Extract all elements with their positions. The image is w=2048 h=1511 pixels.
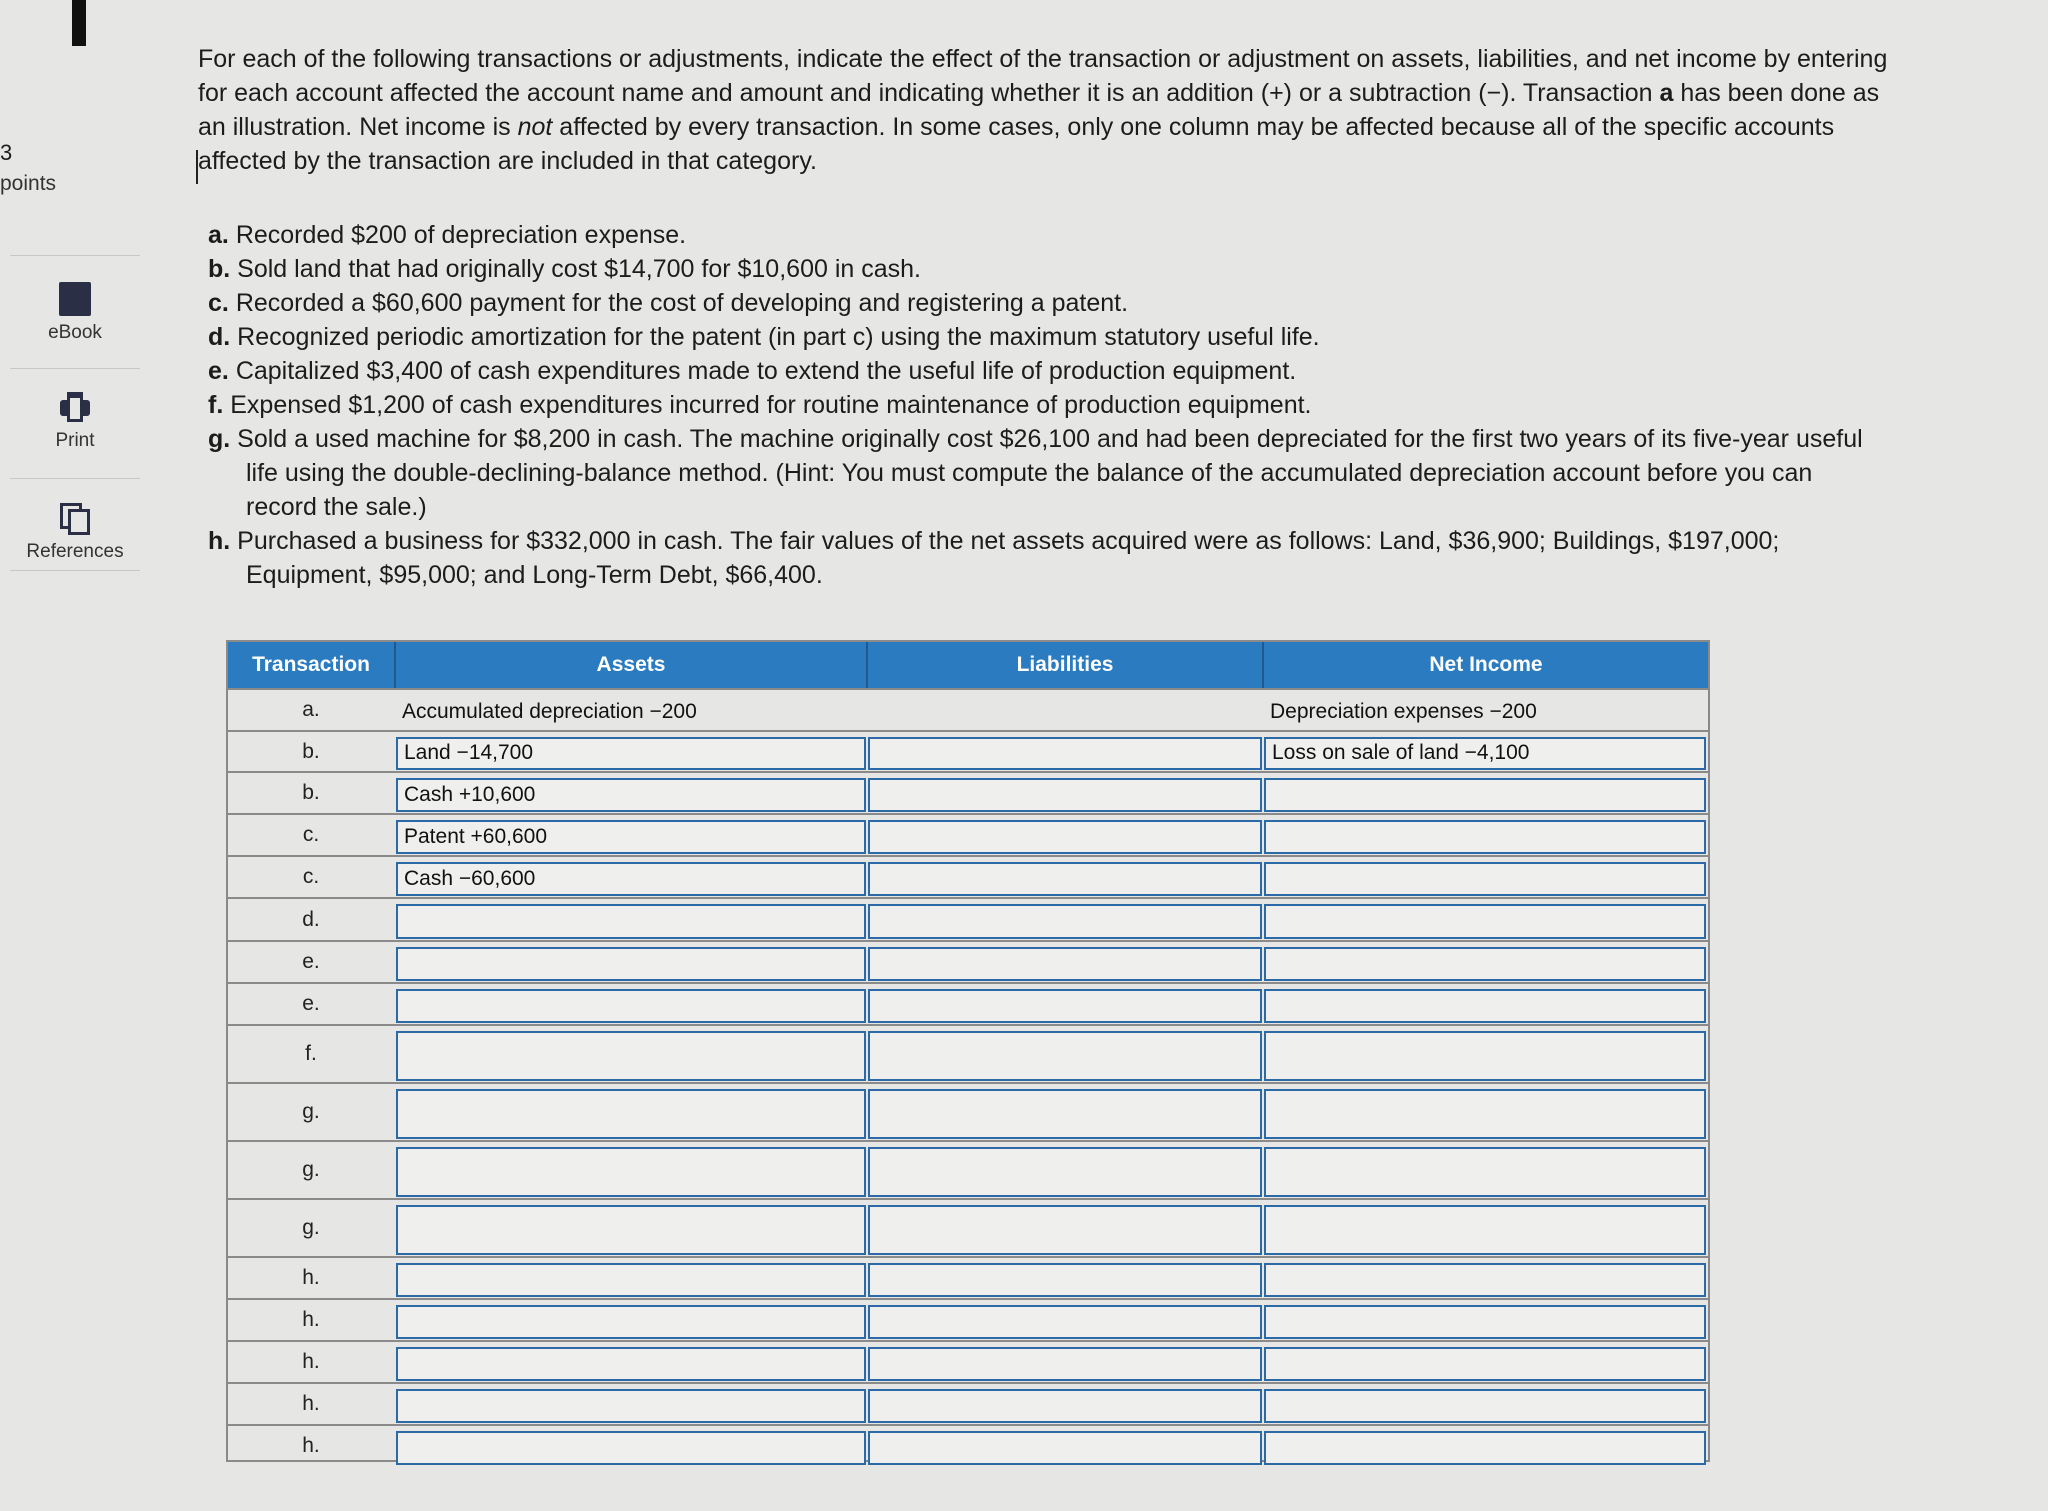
assets-input-cell [396, 690, 866, 730]
divider [10, 570, 140, 571]
net-income-input-cell [1264, 1258, 1706, 1298]
assets-input-cell [396, 1426, 866, 1466]
net-income-input[interactable] [1264, 1205, 1706, 1255]
assets-input[interactable]: Cash +10,600 [396, 778, 866, 812]
liabilities-input-cell [868, 1258, 1262, 1298]
row-label: g. [302, 1100, 320, 1123]
assets-input-cell [396, 942, 866, 982]
liabilities-input[interactable] [868, 820, 1262, 854]
row-label: h. [302, 1308, 320, 1331]
row-label: d. [302, 907, 320, 931]
item-letter: h. [208, 527, 231, 555]
item-text: Recorded a $60,600 payment for the cost of developing and registering a patent. [235, 289, 1129, 317]
net-income-input-cell [1264, 899, 1706, 940]
row-label: f. [305, 1042, 317, 1065]
table-row [228, 855, 1708, 897]
item-letter: c. [208, 289, 229, 317]
sidebar-item-print[interactable] [10, 392, 140, 452]
table-row [228, 1382, 1708, 1424]
list-item [208, 286, 1888, 320]
assets-input[interactable] [396, 1305, 866, 1339]
table-row [228, 897, 1708, 940]
liabilities-input[interactable] [868, 1147, 1262, 1197]
item-letter: e. [208, 357, 229, 385]
liabilities-input[interactable] [868, 862, 1262, 896]
divider [10, 478, 140, 479]
list-item [208, 422, 1888, 524]
liabilities-input [868, 695, 1262, 729]
liabilities-input[interactable] [868, 1347, 1262, 1381]
table-row [228, 1256, 1708, 1298]
liabilities-input-cell [868, 1084, 1262, 1140]
liabilities-input-cell [868, 1426, 1262, 1466]
net-income-input[interactable] [1264, 904, 1706, 939]
net-income-input[interactable] [1264, 989, 1706, 1023]
row-label: e. [302, 950, 320, 973]
sidebar-item-label: eBook [48, 322, 102, 343]
net-income-input[interactable] [1264, 1431, 1706, 1465]
item-text: Capitalized $3,400 of cash expenditures made to extend the useful life of production equipment. [235, 357, 1297, 385]
divider [10, 368, 140, 369]
liabilities-input[interactable] [868, 1205, 1262, 1255]
liabilities-input-cell [868, 942, 1262, 982]
instructions-text: has been done as an illustration. Net income is [198, 79, 1880, 141]
liabilities-input-cell [868, 1200, 1262, 1256]
header-assets: Assets [396, 642, 868, 688]
item-letter: d. [208, 323, 231, 351]
net-income-input: Depreciation expenses −200 [1270, 699, 1537, 723]
net-income-input-cell [1264, 1142, 1706, 1198]
list-item [208, 252, 1888, 286]
list-item [208, 388, 1888, 422]
row-label: a. [302, 698, 320, 721]
table-row [228, 1340, 1708, 1382]
book-icon [59, 282, 91, 316]
liabilities-input[interactable] [868, 1089, 1262, 1139]
assets-input[interactable] [396, 1263, 866, 1297]
instructions-bold: a [1659, 79, 1674, 107]
table-row [228, 688, 1708, 730]
row-label: h. [302, 1392, 320, 1415]
scroll-marker [72, 0, 86, 46]
net-income-input[interactable] [1264, 1305, 1706, 1339]
liabilities-input-cell [868, 1026, 1262, 1082]
item-letter: b. [208, 255, 231, 283]
row-label: e. [302, 992, 320, 1015]
assets-input-cell [396, 857, 866, 897]
item-letter: f. [208, 391, 224, 419]
table-row [228, 1082, 1708, 1140]
table-row [228, 730, 1708, 771]
net-income-input-cell [1264, 1200, 1706, 1256]
list-item [208, 320, 1888, 354]
row-label: h. [302, 1266, 320, 1289]
divider [10, 255, 140, 256]
liabilities-input[interactable] [868, 947, 1262, 981]
sidebar-item-label: Print [55, 430, 95, 451]
liabilities-input-cell [868, 815, 1262, 855]
row-label: c. [302, 823, 320, 846]
net-income-input-cell [1264, 1384, 1706, 1424]
instructions [198, 42, 1888, 178]
assets-input[interactable] [396, 1089, 866, 1139]
table-row [228, 1424, 1708, 1466]
item-text: Sold land that had originally cost $14,700 for $10,600 in cash. [237, 255, 921, 283]
liabilities-input-cell [868, 1300, 1262, 1340]
net-income-input-cell [1264, 773, 1706, 813]
points-label: points [0, 172, 57, 195]
table-row [228, 940, 1708, 982]
liabilities-input[interactable] [868, 1389, 1262, 1423]
liabilities-input-cell [868, 732, 1262, 771]
assets-input[interactable] [396, 947, 866, 981]
table-row [228, 982, 1708, 1024]
assets-input-cell [396, 1026, 866, 1082]
net-income-input-cell [1264, 857, 1706, 897]
net-income-input[interactable] [1264, 1389, 1706, 1423]
liabilities-input-cell [868, 1384, 1262, 1424]
assets-input-cell [396, 1258, 866, 1298]
liabilities-input-cell [868, 857, 1262, 897]
assets-input-cell [396, 1200, 866, 1256]
net-income-input[interactable] [1264, 1147, 1706, 1197]
assets-input-cell [396, 1342, 866, 1382]
assets-input[interactable]: Cash −60,600 [396, 862, 866, 896]
assets-input-cell [396, 815, 866, 855]
row-label: g. [302, 1216, 320, 1239]
sidebar-item-references[interactable] [10, 503, 140, 563]
assets-input-cell [396, 732, 866, 771]
text-cursor [196, 150, 198, 184]
assets-input-cell [396, 984, 866, 1024]
net-income-input[interactable] [1264, 778, 1706, 812]
instructions-emphasis: not [517, 113, 553, 141]
liabilities-input[interactable] [868, 1431, 1262, 1465]
item-letter: g. [208, 425, 231, 453]
list-item [208, 354, 1888, 388]
assets-input-cell [396, 899, 866, 940]
net-income-input-cell [1264, 1084, 1706, 1140]
net-income-input-cell [1264, 1300, 1706, 1340]
sidebar-item-ebook[interactable] [10, 282, 140, 344]
sidebar-item-label: References [26, 541, 124, 562]
print-icon [60, 392, 90, 424]
list-item [208, 524, 1888, 592]
assets-input-cell [396, 1142, 866, 1198]
transaction-list [208, 218, 1888, 592]
table-row [228, 1198, 1708, 1256]
net-income-input-cell [1264, 984, 1706, 1024]
assets-input[interactable] [396, 1431, 866, 1465]
instructions-text: affected by every transaction. In some cases, only one column may be affected because all of the specific accounts affected by the transaction are included in that category. [198, 113, 1835, 175]
assets-input-cell [396, 1300, 866, 1340]
assets-input-cell [396, 773, 866, 813]
liabilities-input[interactable] [868, 1263, 1262, 1297]
liabilities-input-cell [868, 773, 1262, 813]
net-income-input[interactable] [1264, 820, 1706, 854]
net-income-input[interactable] [1264, 947, 1706, 981]
assets-input[interactable]: Land −14,700 [396, 737, 866, 770]
assets-input-cell [396, 1384, 866, 1424]
assets-input[interactable] [396, 1347, 866, 1381]
net-income-input-cell [1264, 1342, 1706, 1382]
liabilities-input-cell [868, 899, 1262, 940]
row-label: h. [302, 1350, 320, 1373]
liabilities-input[interactable] [868, 989, 1262, 1023]
liabilities-input[interactable] [868, 778, 1262, 812]
net-income-input[interactable] [1264, 1263, 1706, 1297]
liabilities-input[interactable] [868, 737, 1262, 770]
table-row [228, 771, 1708, 813]
net-income-input-cell [1264, 1026, 1706, 1082]
header-net-income: Net Income [1264, 642, 1708, 688]
item-text: Recognized periodic amortization for the patent (in part c) using the maximum statutory useful life. [237, 323, 1320, 351]
net-income-input[interactable] [1264, 1031, 1706, 1081]
row-label: h. [302, 1434, 320, 1457]
table-row [228, 813, 1708, 855]
list-item [208, 218, 1888, 252]
liabilities-input[interactable] [868, 1305, 1262, 1339]
assets-input[interactable]: Patent +60,600 [396, 820, 866, 854]
liabilities-input[interactable] [868, 1031, 1262, 1081]
table-row [228, 1298, 1708, 1340]
row-label: b. [302, 781, 320, 804]
item-letter: a. [208, 221, 229, 249]
references-icon [60, 503, 90, 535]
question-number: 3 [0, 140, 13, 165]
assets-input: Accumulated depreciation −200 [402, 699, 697, 723]
item-text: Expensed $1,200 of cash expenditures incurred for routine maintenance of production equipment. [230, 391, 1312, 419]
net-income-input-cell [1264, 732, 1706, 771]
net-income-input[interactable] [1264, 862, 1706, 896]
liabilities-input-cell [868, 984, 1262, 1024]
liabilities-input-cell [868, 1342, 1262, 1382]
item-text: Sold a used machine for $8,200 in cash. The machine originally cost $26,100 and had been depreciated for the first two years of its five-year useful life using the double-declining-balance method. (Hint: You must compute the balance of the accumulated depreciation account before you can record the sale.) [237, 425, 1863, 521]
table-row [228, 1024, 1708, 1082]
table-row [228, 1140, 1708, 1198]
liabilities-input[interactable] [868, 904, 1262, 939]
sidebar [0, 0, 150, 1511]
header-transaction: Transaction [228, 642, 396, 688]
answer-table [226, 640, 1710, 1462]
item-text: Purchased a business for $332,000 in cash. The fair values of the net assets acquired were as follows: Land, $36,900; Buildings, $197,000; Equipment, $95,000; and Long-Term Debt, $66,400. [237, 527, 1780, 589]
net-income-input[interactable] [1264, 1347, 1706, 1381]
row-label: b. [302, 739, 320, 763]
row-label: g. [302, 1158, 320, 1181]
net-income-input-cell [1264, 1426, 1706, 1466]
net-income-input-cell [1264, 690, 1706, 730]
assets-input[interactable] [396, 1031, 866, 1081]
assets-input[interactable] [396, 1389, 866, 1423]
assets-input[interactable] [396, 1205, 866, 1255]
liabilities-input-cell [868, 1142, 1262, 1198]
net-income-input[interactable]: Loss on sale of land −4,100 [1264, 737, 1706, 770]
row-label: c. [302, 865, 320, 888]
instructions-text: For each of the following transactions or adjustments, indicate the effect of the transaction or adjustment on assets, liabilities, and net income by entering for each account affected the account name and amount and indicating whether it is an addition (+) or a subtraction (−). Transaction [198, 45, 1888, 107]
item-text: Recorded $200 of depreciation expense. [235, 221, 687, 249]
net-income-input[interactable] [1264, 1089, 1706, 1139]
assets-input-cell [396, 1084, 866, 1140]
liabilities-input-cell [868, 690, 1262, 730]
assets-input[interactable] [396, 1147, 866, 1197]
header-liabilities: Liabilities [868, 642, 1264, 688]
assets-input[interactable] [396, 989, 866, 1023]
assets-input[interactable] [396, 904, 866, 939]
net-income-input-cell [1264, 815, 1706, 855]
net-income-input-cell [1264, 942, 1706, 982]
